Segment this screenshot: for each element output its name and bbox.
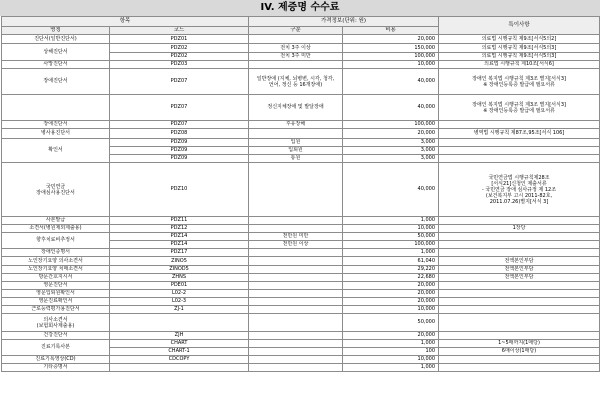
cell-name: 소견서(병원제외제출용)	[2, 225, 110, 233]
table-row	[2, 95, 600, 121]
cell-category	[249, 356, 343, 364]
table-row	[2, 266, 600, 274]
cell-note	[439, 163, 600, 217]
table-row	[2, 233, 600, 241]
header-item: 항목	[2, 17, 249, 27]
table-row	[2, 129, 600, 139]
cell-note	[439, 233, 600, 241]
cell-code: ZINOD5	[110, 266, 249, 274]
cell-note	[439, 306, 600, 314]
cell-line: ※ 장애인등록증 발급에 필요서류	[483, 81, 555, 88]
cell-category	[249, 364, 343, 372]
cell-name: 확인서	[2, 139, 110, 163]
cell-line: 일반장애 (지체, 뇌병변, 시각, 청각,	[256, 75, 335, 82]
table-row	[2, 274, 600, 282]
cell-name	[2, 163, 110, 217]
cell-code: L02-2	[110, 290, 249, 298]
cell-note	[439, 282, 600, 290]
cell-code: PDZ07	[110, 95, 249, 121]
cell-cost: 20,000	[343, 290, 439, 298]
cell-note: 의료법 시행규칙 제9조[서식5의3]	[439, 44, 600, 53]
cell-name: 장애진단서	[2, 121, 110, 129]
cell-cost: 10,000	[343, 225, 439, 233]
cell-line: (보건복지부 고시 2011-82호,	[485, 192, 553, 199]
cell-note: 6매이상(1매당)	[439, 348, 600, 356]
cell-name: 장애인증명서	[2, 249, 110, 257]
cell-note	[439, 217, 600, 225]
cell-note	[439, 241, 600, 249]
cell-category	[249, 249, 343, 257]
cell-code: PDZ02	[110, 53, 249, 61]
cell-category: 통원	[249, 155, 343, 163]
cell-category: 정신지체장애 및 발달장애	[249, 95, 343, 121]
cell-name: 병사용진단서	[2, 129, 110, 139]
cell-code: ZJ-1	[110, 306, 249, 314]
cell-cost: 61,040	[343, 257, 439, 266]
cell-code: PDZ03	[110, 61, 249, 69]
cell-cost: 100	[343, 348, 439, 356]
table-row	[2, 356, 600, 364]
cell-cost: 40,000	[343, 69, 439, 95]
table-row	[2, 290, 600, 298]
cell-cost: 1,000	[343, 364, 439, 372]
table-row	[2, 121, 600, 129]
cell-code: PDZ01	[110, 35, 249, 44]
cell-code: PDZ17	[110, 249, 249, 257]
cell-cost: 40,000	[343, 95, 439, 121]
cell-code: PDZ12	[110, 225, 249, 233]
cell-code: PDZ09	[110, 147, 249, 155]
table-row	[2, 332, 600, 340]
cell-name: 영문입퇴원확인서	[2, 290, 110, 298]
cell-code: PDZ14	[110, 233, 249, 241]
cell-cost: 3,000	[343, 147, 439, 155]
table-row	[2, 314, 600, 332]
cell-note	[439, 364, 600, 372]
cell-code: L02-3	[110, 298, 249, 306]
cell-note: 의료법 시행규칙 제9조[서식5의3]	[439, 53, 600, 61]
cell-cost: 1,000	[343, 249, 439, 257]
cell-code: PDZ07	[110, 121, 249, 129]
cell-name: 사망진단서	[2, 61, 110, 69]
cell-cost: 3,000	[343, 155, 439, 163]
table-row	[2, 257, 600, 266]
cell-note	[439, 290, 600, 298]
table-row	[2, 282, 600, 290]
cell-cost: 20,000	[343, 282, 439, 290]
cell-line: ※ 장애인등록증 발급에 필요서류	[483, 107, 555, 114]
cell-name: 방문간호지시서	[2, 274, 110, 282]
cell-note	[439, 314, 600, 332]
cell-category: 입퇴원	[249, 147, 343, 155]
cell-name: 상해진단서	[2, 44, 110, 61]
cell-category: 전치 3주 이상	[249, 44, 343, 53]
cell-code: ZINO5	[110, 257, 249, 266]
cell-category	[249, 61, 343, 69]
cell-category	[249, 69, 343, 95]
table-row	[2, 163, 600, 217]
cell-code: CDCOPY	[110, 356, 249, 364]
cell-category	[249, 129, 343, 139]
table-row	[2, 364, 600, 372]
cell-line: 장애인 복지법 시행규칙 제3조 별지[서식3]	[472, 101, 566, 108]
cell-code	[110, 364, 249, 372]
cell-note: 병역법 시행규칙 제87조,95조[서식 106]	[439, 129, 600, 139]
table-row	[2, 340, 600, 348]
cell-code: PDZ08	[110, 129, 249, 139]
cell-code: PDZ10	[110, 163, 249, 217]
header-code: 코드	[110, 27, 249, 35]
cell-category	[249, 332, 343, 340]
cell-cost: 1,000	[343, 340, 439, 348]
cell-category	[249, 340, 343, 348]
cell-cost: 1,000	[343, 217, 439, 225]
cell-cost: 10,000	[343, 356, 439, 364]
cell-category	[249, 217, 343, 225]
cell-note	[439, 139, 600, 147]
cell-note: 전액본인부담	[439, 257, 600, 266]
table-row	[2, 69, 600, 95]
cell-name: 근로능력평가용진단서	[2, 306, 110, 314]
cell-category	[249, 225, 343, 233]
cell-note: 1~5매까지(1매당)	[439, 340, 600, 348]
cell-name: 진단서(일반진단서)	[2, 35, 110, 44]
cell-note	[439, 95, 600, 121]
cell-cost: 40,000	[343, 163, 439, 217]
cell-category: 전치 3주 미만	[249, 53, 343, 61]
cell-note	[439, 147, 600, 155]
cell-note	[439, 121, 600, 129]
cell-category	[249, 314, 343, 332]
table-row	[2, 217, 600, 225]
cell-category	[249, 274, 343, 282]
cell-note	[439, 298, 600, 306]
table-row	[2, 61, 600, 69]
cell-cost: 20,000	[343, 129, 439, 139]
cell-note	[439, 69, 600, 95]
cell-code	[110, 314, 249, 332]
cell-line: 국민연금법 시행규칙제28조	[488, 174, 550, 181]
cell-note: 의료법 시행규칙 제9조[서식5의2]	[439, 35, 600, 44]
cell-code: PDZ11	[110, 217, 249, 225]
cell-name: 기타증명서	[2, 364, 110, 372]
cell-name: 사본발급	[2, 217, 110, 225]
cell-cost: 50,000	[343, 314, 439, 332]
header-price-info: 가격정보(단위: 원)	[249, 17, 439, 27]
header-row-1	[2, 17, 600, 27]
cell-category	[249, 35, 343, 44]
page-title: IV. 제증명 수수료	[0, 0, 600, 16]
cell-line: (보험회사제출용)	[36, 322, 75, 329]
table-row	[2, 35, 600, 44]
cell-note	[439, 155, 600, 163]
cell-code: CHART	[110, 340, 249, 348]
table-row	[2, 306, 600, 314]
cell-name: 노인장기요양 의사소견서	[2, 257, 110, 266]
cell-category	[249, 290, 343, 298]
cell-category	[249, 266, 343, 274]
cell-category	[249, 163, 343, 217]
cell-note	[439, 356, 600, 364]
cell-category: 입원	[249, 139, 343, 147]
cell-category	[249, 348, 343, 356]
cell-line: 의사소견서	[43, 316, 68, 323]
header-name: 명칭	[2, 27, 110, 35]
cell-note: 전액본인부담	[439, 266, 600, 274]
cell-code: CHART-1	[110, 348, 249, 356]
cell-category: 천만원 미만	[249, 233, 343, 241]
cell-line: 장애인 복지법 시행규칙 제3조 별지[서식3]	[472, 75, 566, 82]
cell-line: 국민연금	[45, 183, 66, 190]
cell-name: 향후치료비추정서	[2, 233, 110, 249]
cell-name: 장애진단서	[2, 69, 110, 95]
cell-cost: 29,220	[343, 266, 439, 274]
header-category: 구분	[249, 27, 343, 35]
cell-cost: 100,000	[343, 241, 439, 249]
cell-code: PDZ09	[110, 139, 249, 147]
table-row	[2, 298, 600, 306]
cell-cost: 100,000	[343, 53, 439, 61]
cell-name: 영문진단서	[2, 282, 110, 290]
table-row	[2, 225, 600, 233]
cell-line: 장애심사용진단서	[36, 189, 75, 196]
cell-line: 언어, 정신 등 16개장애)	[268, 81, 323, 88]
cell-code: ZJH	[110, 332, 249, 340]
cell-note	[439, 249, 600, 257]
header-cost: 비용	[343, 27, 439, 35]
cell-note: 1장당	[439, 225, 600, 233]
cell-category	[249, 306, 343, 314]
cell-line: 2011.07.26)별지[서식 3]	[489, 198, 549, 205]
cell-cost: 10,000	[343, 61, 439, 69]
cell-cost: 10,000	[343, 306, 439, 314]
cell-line: - 국민연금 장애 심사규정 제 12조	[481, 186, 557, 193]
cell-cost: 50,000	[343, 233, 439, 241]
cell-name: 건강진단서	[2, 332, 110, 340]
cell-line: [서식21]신청인 제출서류	[491, 180, 547, 187]
cell-code: PDZ09	[110, 155, 249, 163]
cell-cost: 150,000	[343, 44, 439, 53]
cell-name: 진료기록사본	[2, 340, 110, 356]
cell-cost: 3,000	[343, 139, 439, 147]
header-note: 특이사항	[439, 17, 600, 35]
cell-note	[439, 332, 600, 340]
cell-category: 천만원 이상	[249, 241, 343, 249]
table-row	[2, 139, 600, 147]
cell-name: 진료기록영상(CD)	[2, 356, 110, 364]
cell-code: PDE01	[110, 282, 249, 290]
cell-name: 노인장기요양 치매소견서	[2, 266, 110, 274]
cell-cost: 22,680	[343, 274, 439, 282]
cell-category	[249, 298, 343, 306]
fee-table	[1, 16, 600, 372]
cell-cost: 20,000	[343, 332, 439, 340]
cell-category	[249, 282, 343, 290]
cell-code: PDZ02	[110, 44, 249, 53]
cell-cost: 20,000	[343, 35, 439, 44]
table-row	[2, 44, 600, 53]
cell-code: ZHNS	[110, 274, 249, 282]
cell-name	[2, 95, 110, 121]
cell-cost: 20,000	[343, 298, 439, 306]
cell-name: 영문진료확인서	[2, 298, 110, 306]
table-row	[2, 249, 600, 257]
cell-code: PDZ14	[110, 241, 249, 249]
cell-note: 의료법 시행규칙 제10조[서식6]	[439, 61, 600, 69]
cell-cost: 100,000	[343, 121, 439, 129]
cell-name	[2, 314, 110, 332]
cell-category	[249, 257, 343, 266]
cell-note: 전액본인부담	[439, 274, 600, 282]
cell-category: 후유장해	[249, 121, 343, 129]
cell-code: PDZ07	[110, 69, 249, 95]
